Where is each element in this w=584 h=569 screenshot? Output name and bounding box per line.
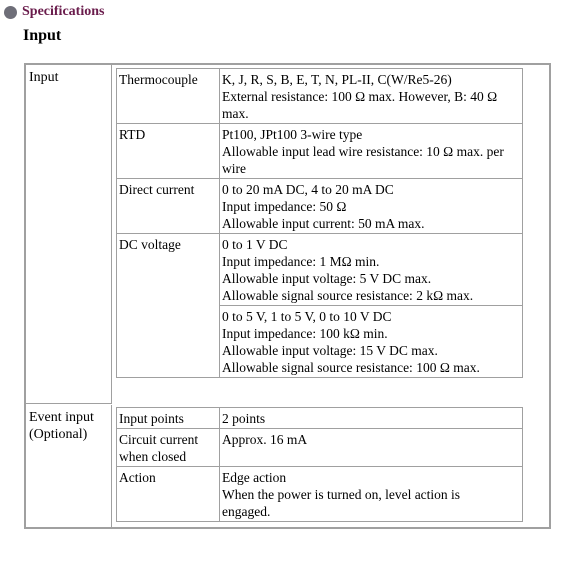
specifications-table [24,63,551,529]
value-line: engaged. [222,504,271,519]
table-row-action [117,467,523,522]
row-value-dc-voltage-1 [220,234,523,306]
category-input [26,65,112,404]
value-line: Allowable input current: 50 mA max. [222,216,425,231]
value-line: wire [222,161,246,176]
input-subtable [116,68,523,378]
category-event-input-optional: (Optional) [29,427,88,442]
row-value-dc-voltage-2 [220,306,523,378]
label-line: when closed [119,449,187,464]
table-row-rtd [117,124,523,179]
row-value-direct-current [220,179,523,234]
category-event-input [26,405,112,529]
row-value-thermocouple [220,69,523,124]
category-event-input-label: Event input [29,410,94,425]
label-line: Circuit current [119,432,199,447]
value-line: Allowable signal source resistance: 100 Ω max. [222,360,480,375]
table-row-thermocouple [117,69,523,124]
table-row-circuit-current [117,429,523,467]
table-row-direct-current [117,179,523,234]
circle-bullet-icon [4,6,17,19]
value-line: Pt100, JPt100 3-wire type [222,127,363,142]
table-row-input-points [117,408,523,429]
value-line: Edge action [222,470,287,485]
row-label-circuit-current [117,429,220,467]
value-line: Allowable signal source resistance: 2 kΩ max. [222,288,474,303]
row-value-action [220,467,523,522]
value-line: Allowable input lead wire resistance: 10 Ω max. per [222,144,504,159]
row-label-direct-current: Direct current [117,179,220,234]
row-label-dc-voltage: DC voltage [117,234,220,378]
table-row-dc-voltage [117,234,523,306]
row-value-input-points: 2 points [220,408,523,429]
row-label-thermocouple: Thermocouple [117,69,220,124]
value-line: K, J, R, S, B, E, T, N, PL-II, C(W/Re5-26) [222,72,452,87]
value-line: 0 to 1 V DC [222,237,288,252]
value-line: External resistance: 100 Ω max. However, B: 40 Ω [222,89,498,104]
specifications-title: Specifications [22,4,105,19]
specifications-header [4,3,104,21]
value-line: 0 to 5 V, 1 to 5 V, 0 to 10 V DC [222,309,392,324]
value-line: Allowable input voltage: 5 V DC max. [222,271,432,286]
event-input-subtable [116,407,523,522]
row-label-action: Action [117,467,220,522]
row-value-rtd [220,124,523,179]
row-label-input-points: Input points [117,408,220,429]
row-value-circuit-current: Approx. 16 mA [220,429,523,467]
category-input-label: Input [29,70,59,85]
value-line: Input impedance: 100 kΩ min. [222,326,388,341]
value-line: When the power is turned on, level action is [222,487,461,502]
section-title-input: Input [23,27,62,44]
value-line: 0 to 20 mA DC, 4 to 20 mA DC [222,182,394,197]
value-line: Input impedance: 1 MΩ min. [222,254,380,269]
value-line: Allowable input voltage: 15 V DC max. [222,343,438,358]
value-line: Input impedance: 50 Ω [222,199,347,214]
value-line: max. [222,106,249,121]
row-label-rtd: RTD [117,124,220,179]
